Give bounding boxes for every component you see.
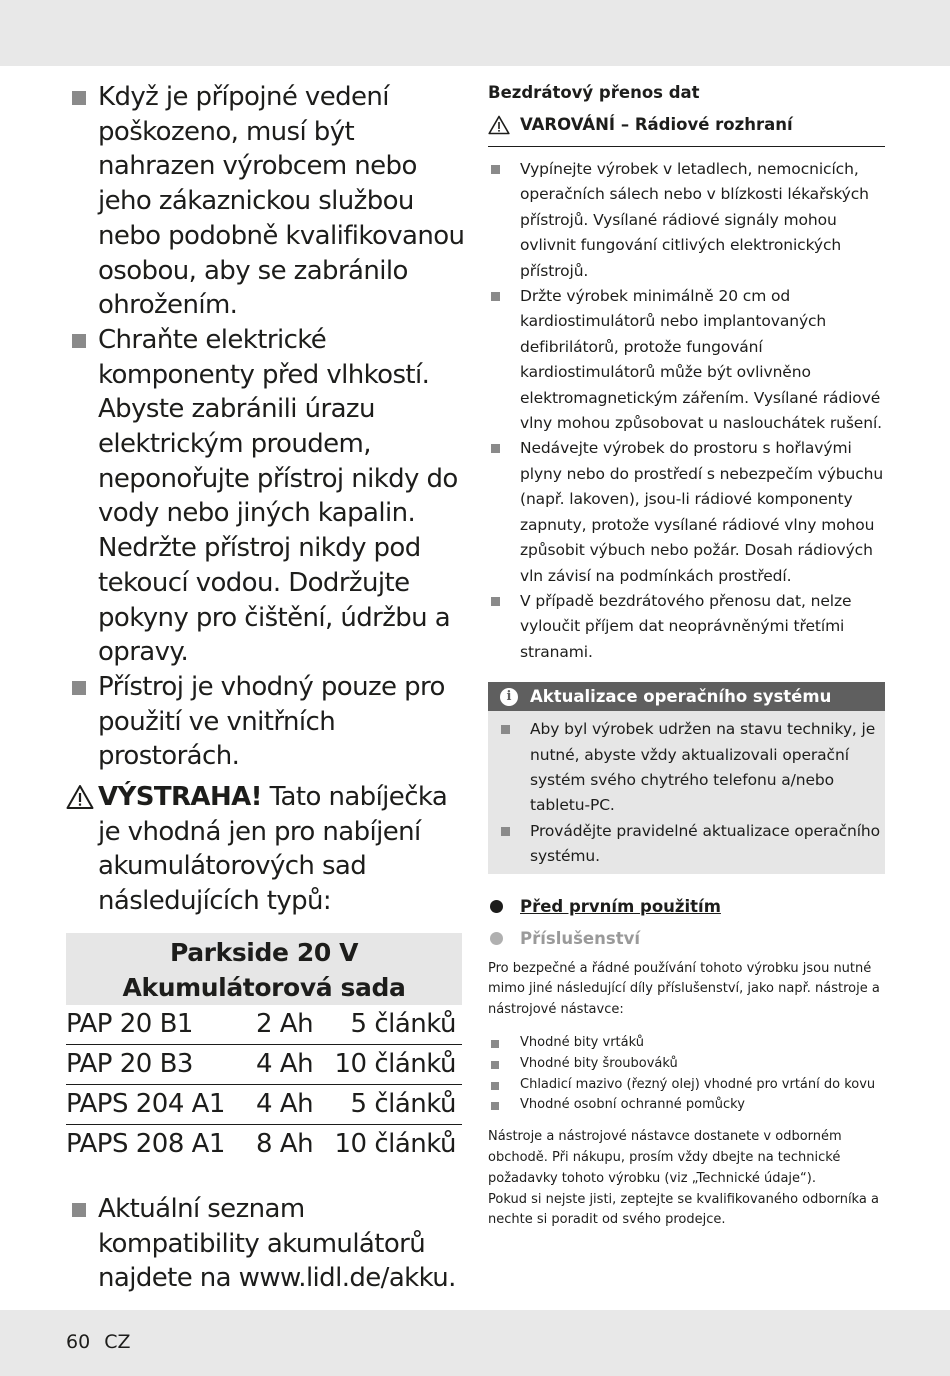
square-bullet-icon xyxy=(491,165,500,174)
accessories-note: Pokud si nejste jisti, zeptejte se kvalifikovaného odborníka a nechte si poradit od svého prodejce. xyxy=(488,1191,879,1228)
square-bullet-icon xyxy=(491,1061,499,1069)
list-item-text: Aby byl výrobek udržen na stavu techniky, je nutné, abyste vždy aktualizovali operační systém svého chytrého telefonu a/nebo tabletu-PC. xyxy=(530,720,876,815)
list-item-text: Vypínejte výrobek v letadlech, nemocnicích, operačních sálech nebo v blízkosti lékařských přístrojů. Vysílané rádiové signály mohou ovlivnit fungování citlivých elektronických přístrojů. xyxy=(520,160,869,280)
square-bullet-icon xyxy=(72,681,86,695)
list-item-text: Když je přípojné vedení poškozeno, musí být nahrazen výrobcem nebo jeho zákaznickou službou nebo podobně kvalifikovanou osobou, aby se zabránilo ohrožením. xyxy=(98,82,465,321)
warning-text: Tato nabíječka je vhodná jen pro nabíjení akumulátorových sad následujících typů: xyxy=(98,782,448,917)
list-item xyxy=(488,1095,885,1116)
info-box xyxy=(488,682,885,873)
square-bullet-icon xyxy=(491,1082,499,1090)
list-item xyxy=(488,284,885,436)
list-item xyxy=(66,80,466,323)
list-item xyxy=(488,157,885,284)
battery-model: PAP 20 B1 xyxy=(66,1009,193,1040)
list-item xyxy=(66,670,466,774)
battery-capacity: 8 Ah xyxy=(256,1129,314,1160)
info-box-header xyxy=(488,682,885,711)
list-item-text: Nedávejte výrobek do prostoru s hořlavými plyny nebo do prostředí s nebezpečím výbuchu (např. lakoven), jsou-li rádiové komponenty zapnuty, protože vysílané rádiové vlny mohou způsobit výbuch nebo požár. Dosah rádiových vln závisí na podmínkách prostředí. xyxy=(520,439,884,585)
list-item xyxy=(66,1192,466,1296)
top-band xyxy=(0,0,950,66)
list-item-text: Aktuální seznam kompatibility akumulátorů najdete na www.lidl.de/akku. xyxy=(98,1193,456,1294)
list-item xyxy=(488,1054,885,1075)
list-item-text: Provádějte pravidelné aktualizace operačního systému. xyxy=(530,821,881,866)
warning-triangle-icon xyxy=(66,784,94,810)
battery-model: PAPS 204 A1 xyxy=(66,1089,225,1120)
battery-capacity: 2 Ah xyxy=(256,1009,314,1040)
left-column xyxy=(66,80,466,1296)
divider xyxy=(488,146,885,147)
square-bullet-icon xyxy=(72,334,86,348)
list-item-text: V případě bezdrátového přenosu dat, nelze vyloučit příjem dat neoprávněnými třetími stranami. xyxy=(520,591,852,661)
warning-label: VÝSTRAHA! xyxy=(98,782,262,813)
battery-cells: 10 článků xyxy=(334,1049,456,1080)
battery-capacity: 4 Ah xyxy=(256,1049,314,1080)
battery-model: PAPS 208 A1 xyxy=(66,1129,225,1160)
list-item-text: Přístroj je vhodný pouze pro použití ve vnitřních prostorách. xyxy=(98,671,445,772)
square-bullet-icon xyxy=(491,1102,499,1110)
list-item xyxy=(488,436,885,588)
info-list xyxy=(488,717,885,869)
list-item-text: Vhodné osobní ochranné pomůcky xyxy=(520,1097,745,1113)
battery-table-title-line2: Akumulátorová sada xyxy=(122,972,406,1002)
list-item-text: Chraňte elektrické komponenty před vlhkostí. Abyste zabránili úrazu elektrickým proudem, neponořujte přístroj nikdy do vody nebo jiných kapalin. Nedržte přístroj nikdy pod tekoucí vodou. Dodržujte pokyny pro čištění, údržbu a opravy. xyxy=(98,324,458,668)
list-item xyxy=(488,589,885,665)
square-bullet-icon xyxy=(72,1203,86,1217)
heading-accessories xyxy=(488,928,885,950)
table-row xyxy=(66,1045,462,1085)
battery-cells: 10 článků xyxy=(334,1129,456,1160)
table-row xyxy=(66,1005,462,1045)
battery-cells: 5 článků xyxy=(350,1009,456,1040)
list-item-text: Držte výrobek minimálně 20 cm od kardiostimulátorů nebo implantovaných defibrilátorů, protože fungování kardiostimulátorů může být ovlivněno elektromagnetickým zářením. Vysílané rádiové vlny mohou způsobovat u naslouchátek rušení. xyxy=(520,287,882,433)
heading-first-use xyxy=(488,896,885,918)
battery-table-title-line1: Parkside 20 V xyxy=(169,937,359,967)
bullet-dot-icon xyxy=(490,900,503,913)
warning-heading-text: VAROVÁNÍ – Rádiové rozhraní xyxy=(520,115,793,134)
language-code: CZ xyxy=(104,1331,131,1353)
right-column xyxy=(488,82,885,1231)
list-item-text: Vhodné bity vrtáků xyxy=(520,1034,644,1050)
battery-table xyxy=(66,933,462,1164)
square-bullet-icon xyxy=(72,91,86,105)
square-bullet-icon xyxy=(491,292,500,301)
square-bullet-icon xyxy=(501,725,510,734)
list-item xyxy=(488,1075,885,1096)
accessories-note: Nástroje a nástrojové nástavce dostanete v odborném obchodě. Při nákupu, prosím vždy dbejte na technické požadavky tohoto výrobku (viz „Technické údaje“). xyxy=(488,1129,842,1186)
square-bullet-icon xyxy=(501,827,510,836)
list-item xyxy=(66,323,466,670)
battery-cells: 5 článků xyxy=(350,1089,456,1120)
bullet-dot-icon xyxy=(490,932,503,945)
table-row xyxy=(66,1085,462,1125)
warning-block xyxy=(66,780,466,919)
info-icon: i xyxy=(500,688,518,706)
list-item xyxy=(488,717,885,819)
square-bullet-icon xyxy=(491,597,500,606)
battery-capacity: 4 Ah xyxy=(256,1089,314,1120)
battery-table-header xyxy=(66,933,462,1005)
battery-model: PAP 20 B3 xyxy=(66,1049,193,1080)
square-bullet-icon xyxy=(491,1040,499,1048)
list-item xyxy=(488,819,885,870)
accessories-list xyxy=(488,1033,885,1116)
list-item-text: Chladicí mazivo (řezný olej) vhodné pro vrtání do kovu xyxy=(520,1076,876,1092)
list-item xyxy=(488,1033,885,1054)
heading-first-use-text: Před prvním použitím xyxy=(520,896,721,916)
section-title: Bezdrátový přenos dat xyxy=(488,83,700,102)
accessories-intro: Pro bezpečné a řádné používání tohoto výrobku jsou nutné mimo jiné následující díly příslušenství, jako např. nástroje a nástrojové nástavce: xyxy=(488,960,880,1018)
heading-accessories-text: Příslušenství xyxy=(520,928,640,948)
page-number: 60 xyxy=(66,1331,91,1353)
info-box-title: Aktualizace operačního systému xyxy=(530,687,832,707)
table-row xyxy=(66,1125,462,1164)
warning-triangle-icon xyxy=(488,115,510,135)
page-footer xyxy=(66,1331,144,1353)
warning-list xyxy=(488,157,885,665)
warning-heading xyxy=(488,114,885,136)
list-item-text: Vhodné bity šroubováků xyxy=(520,1055,678,1071)
square-bullet-icon xyxy=(491,444,500,453)
